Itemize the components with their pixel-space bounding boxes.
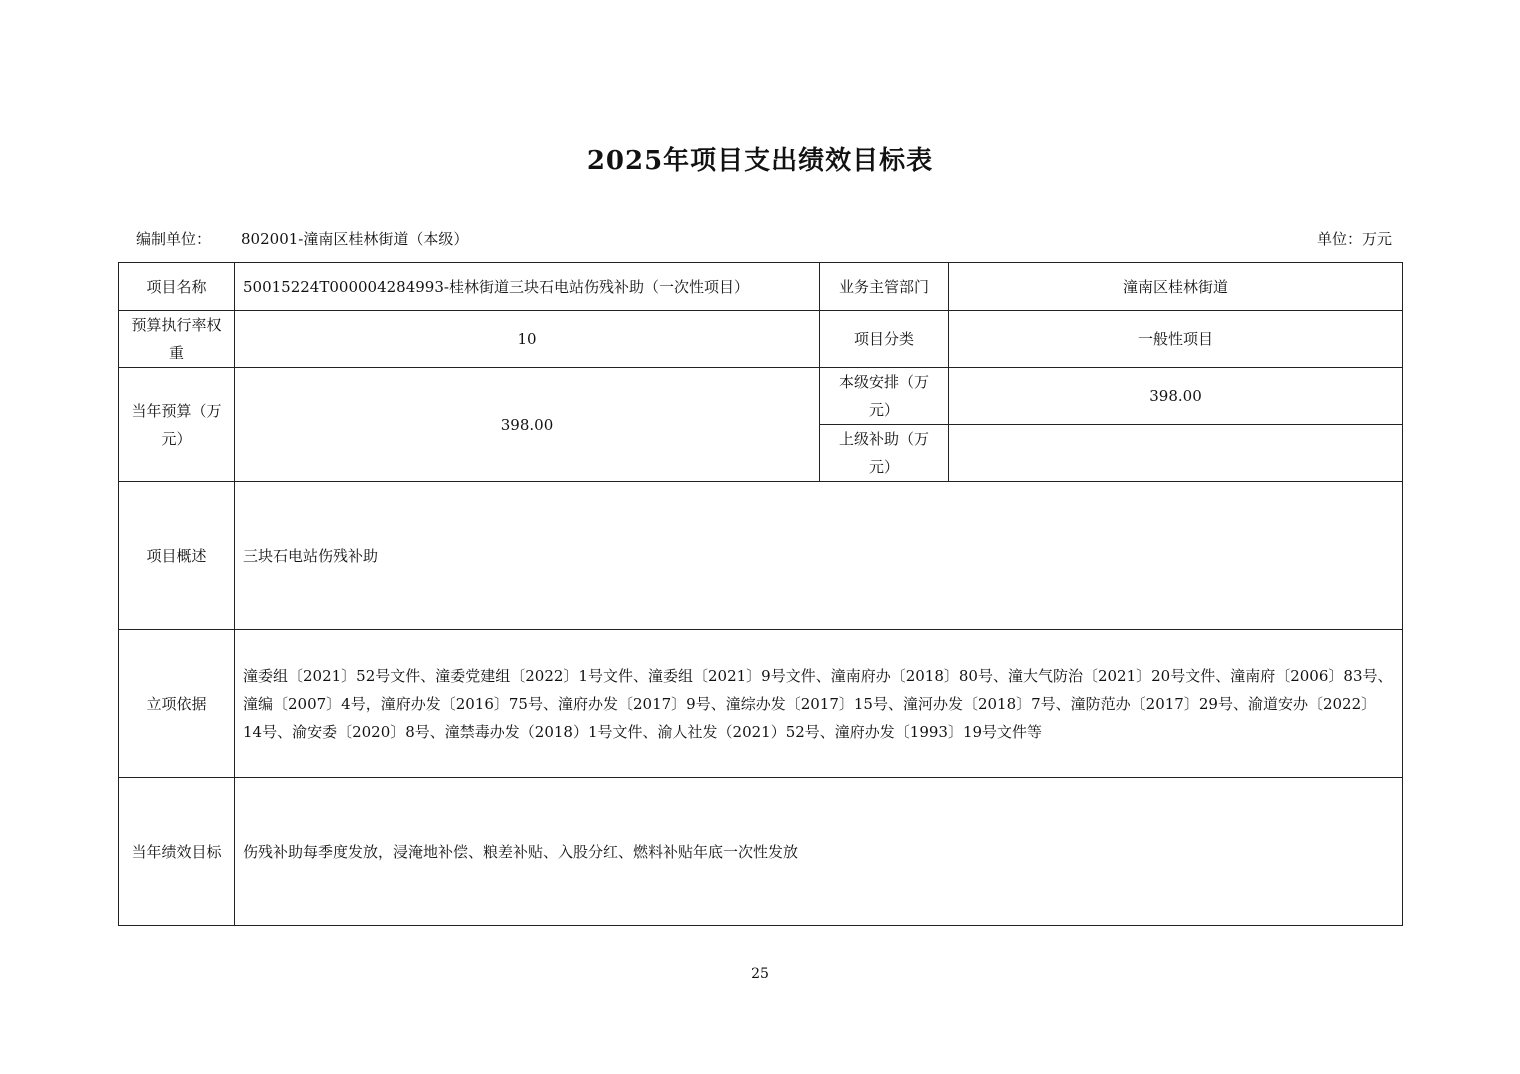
budget-label: 当年预算（万元） [119,368,235,482]
page-number: 25 [751,966,769,982]
org-value: 802001-潼南区桂林街道（本级） [241,230,469,248]
category-label: 项目分类 [820,311,949,368]
page-title: 2025年项目支出绩效目标表 [586,146,934,176]
org-line [136,228,468,249]
local-label: 本级安排（万元） [820,368,949,425]
basis-label: 立项依据 [119,630,235,778]
goal-value: 伤残补助每季度发放，浸淹地补偿、粮差补贴、入股分红、燃料补贴年底一次性发放 [235,778,1403,926]
table-row [119,263,1403,311]
unit-label: 单位：万元 [1316,230,1392,248]
dept-label: 业务主管部门 [820,263,949,311]
overview-label: 项目概述 [119,482,235,630]
basis-value: 潼委组〔2021〕52号文件、潼委党建组〔2022〕1号文件、潼委组〔2021〕9号文件、潼南府办〔2018〕80号、潼大气防治〔2021〕20号文件、潼南府〔2006〕83号、潼编〔2007〕4号，潼府办发〔2016〕75号、潼府办发〔2017〕9号、潼综办发〔2017〕15号、潼河办发〔2018〕7号、潼防范办〔2017〕29号、渝道安办〔2022〕14号、渝安委〔2020〕8号、潼禁毒办发（2018）1号文件、渝人社发（2021）52号、潼府办发〔1993〕19号文件等 [235,630,1403,778]
category-value: 一般性项目 [949,311,1403,368]
org-label: 编制单位： [136,230,212,248]
table-row [119,311,1403,368]
project-name-label: 项目名称 [119,263,235,311]
local-value: 398.00 [949,368,1403,425]
table-row [119,778,1403,926]
table-row [119,368,1403,425]
overview-value: 三块石电站伤残补助 [235,482,1403,630]
table-row [119,482,1403,630]
upper-value [949,425,1403,482]
project-name-value: 50015224T000004284993-桂林街道三块石电站伤残补助（一次性项目） [235,263,820,311]
goal-label: 当年绩效目标 [119,778,235,926]
upper-label: 上级补助（万元） [820,425,949,482]
table-row [119,630,1403,778]
weight-label: 预算执行率权重 [119,311,235,368]
budget-value: 398.00 [235,368,820,482]
weight-value: 10 [235,311,820,368]
performance-table [118,262,1403,926]
dept-value: 潼南区桂林街道 [949,263,1403,311]
